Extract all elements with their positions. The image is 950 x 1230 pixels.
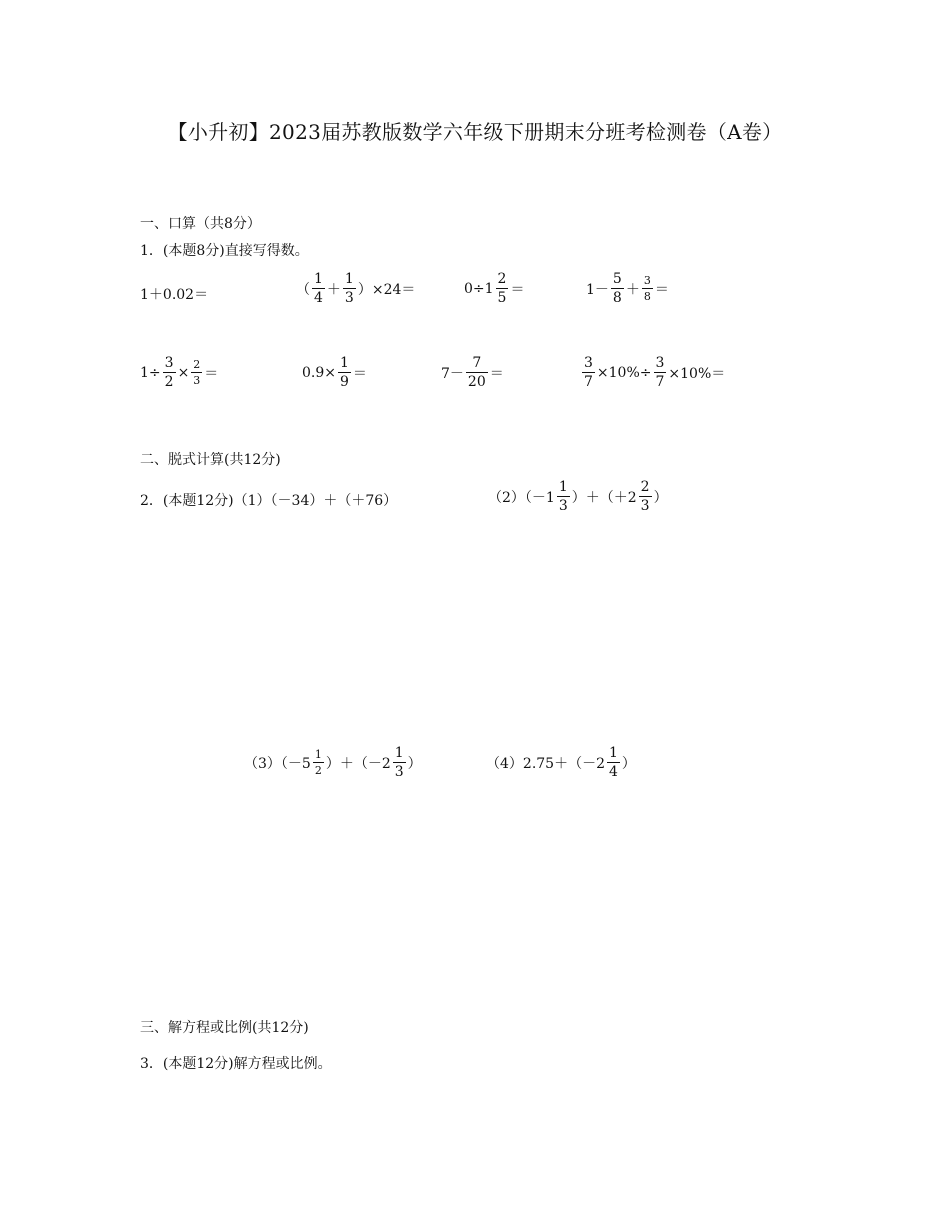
numerator: 5 <box>612 271 622 287</box>
numerator: 2 <box>193 358 201 371</box>
denominator: 8 <box>643 290 651 303</box>
expr-tail: ＝ <box>204 365 219 382</box>
denominator: 2 <box>164 374 174 390</box>
denominator: 7 <box>584 374 593 390</box>
question-1: 1．(本题8分)直接写得数。 <box>140 243 309 259</box>
expr-tail: ×10%＝ <box>668 365 726 382</box>
numerator: 1 <box>314 271 323 287</box>
expr-tail: ＝ <box>489 365 504 382</box>
denominator: 4 <box>609 764 618 780</box>
denominator: 2 <box>314 764 322 777</box>
denominator: 3 <box>640 498 650 514</box>
paren-open: （ <box>296 281 310 298</box>
fraction <box>466 356 488 389</box>
expr-head: 0.9× <box>302 364 336 381</box>
fraction <box>393 746 406 779</box>
section-1-heading: 一、口算（共8分） <box>140 216 261 232</box>
expr-middle: ）＋（＋2 <box>571 489 637 506</box>
oral-calc-3 <box>464 272 524 305</box>
numerator: 3 <box>164 355 174 371</box>
question-2-part-1: 2．(本题12分)（1）（－34）＋（＋76） <box>140 493 398 509</box>
numerator: 1 <box>340 355 349 371</box>
section-2-heading: 二、脱式计算(共12分) <box>140 452 281 468</box>
numerator: 3 <box>643 274 651 287</box>
oral-calc-8 <box>580 356 725 389</box>
question-2-part-4 <box>486 746 636 779</box>
fraction <box>313 749 324 776</box>
numerator: 7 <box>472 355 482 371</box>
expr-text: 1＋0.02＝ <box>140 287 209 303</box>
oral-calc-6 <box>302 356 367 389</box>
oral-calc-7 <box>441 356 504 389</box>
numerator: 1 <box>609 745 618 761</box>
section-3-heading: 三、解方程或比例(共12分) <box>140 1020 309 1036</box>
denominator: 3 <box>558 498 568 514</box>
page-title: 【小升初】2023届苏教版数学六年级下册期末分班考检测卷（A卷） <box>167 120 783 144</box>
expr-head: （3）（－5 <box>244 755 311 772</box>
numerator: 1 <box>314 748 322 761</box>
fraction <box>191 359 202 386</box>
fraction <box>611 272 624 305</box>
denominator: 8 <box>612 290 622 306</box>
fraction <box>607 746 620 779</box>
fraction <box>639 480 652 513</box>
question-2-part-2 <box>488 480 668 513</box>
expr-middle: ×10%÷ <box>596 364 652 381</box>
fraction <box>582 356 595 389</box>
expr-head: （4）2.75＋（－2 <box>486 755 605 772</box>
expr-head: 1－ <box>586 281 609 298</box>
expr-head: 7－ <box>441 365 464 382</box>
denominator: 4 <box>314 290 323 306</box>
fraction <box>163 356 176 389</box>
oral-calc-1 <box>140 284 208 304</box>
fraction <box>312 272 325 305</box>
expr-tail: ） <box>653 489 668 506</box>
denominator: 20 <box>467 374 486 390</box>
numerator: 3 <box>584 355 593 371</box>
fraction <box>557 480 570 513</box>
expr-head: （2）（－1 <box>488 489 555 506</box>
denominator: 9 <box>340 374 349 390</box>
oral-calc-2 <box>296 272 415 305</box>
oral-calc-4 <box>586 272 669 305</box>
numerator: 2 <box>497 271 507 287</box>
numerator: 1 <box>558 479 568 495</box>
denominator: 3 <box>394 764 404 780</box>
question-3: 3．(本题12分)解方程或比例。 <box>140 1056 332 1072</box>
expr-tail: ） <box>407 755 422 772</box>
expr-tail: ）×24＝ <box>357 281 416 298</box>
numerator: 1 <box>344 271 354 287</box>
operator: ＋ <box>326 281 341 298</box>
fraction <box>642 275 653 302</box>
fraction <box>654 356 667 389</box>
fraction <box>338 356 351 389</box>
fraction <box>496 272 509 305</box>
expr-tail: ＝ <box>352 365 367 382</box>
expr-head: 0÷1 <box>464 280 494 297</box>
operator: × <box>177 364 190 381</box>
expr-tail: ＝ <box>510 281 525 298</box>
operator: ＋ <box>625 281 640 298</box>
denominator: 3 <box>193 374 201 387</box>
question-2-part-3 <box>244 746 422 779</box>
expr-middle: ）＋（－2 <box>325 755 391 772</box>
numerator: 1 <box>394 745 404 761</box>
numerator: 2 <box>640 479 650 495</box>
fraction <box>343 272 356 305</box>
oral-calc-5 <box>140 356 218 389</box>
expr-tail: ） <box>621 755 636 772</box>
denominator: 7 <box>655 374 665 390</box>
numerator: 3 <box>655 355 665 371</box>
expr-head: 1÷ <box>140 364 161 381</box>
denominator: 5 <box>497 290 507 306</box>
denominator: 3 <box>344 290 354 306</box>
expr-tail: ＝ <box>654 281 669 298</box>
